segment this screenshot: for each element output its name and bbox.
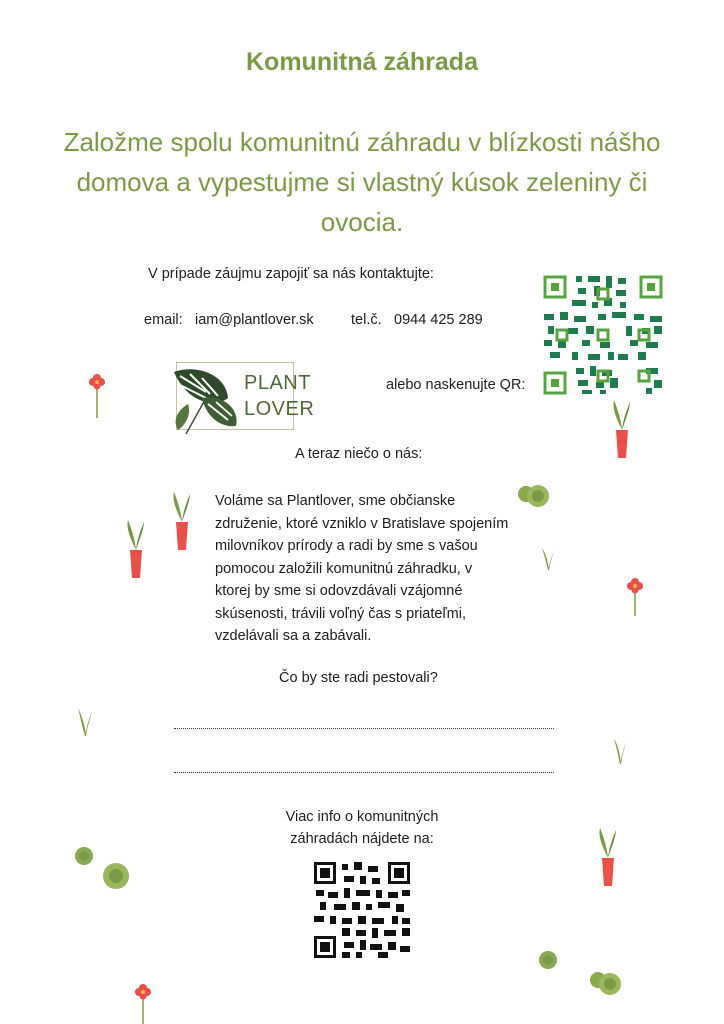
headline-line: Založme spolu komunitnú záhradu v blízkosti nášho bbox=[63, 127, 661, 157]
cabbage-icon bbox=[74, 846, 94, 866]
about-line: Voláme sa Plantlover, sme občianske bbox=[215, 493, 456, 509]
about-line: skúsenosti, trávili voľný čas s priateľmi, bbox=[215, 605, 467, 622]
more-info-line: Viac info o komunitných bbox=[285, 809, 439, 825]
more-info-text bbox=[262, 806, 462, 850]
carrot-icon bbox=[170, 492, 194, 554]
about-line: združenie, ktoré vzniklo v Bratislave spojením bbox=[215, 515, 509, 532]
phone-label: tel.č. bbox=[351, 312, 382, 328]
headline-line: domova a vypestujme si vlastný kúsok zeleniny či bbox=[76, 167, 648, 197]
red-flower-icon bbox=[624, 578, 646, 618]
headline-line: ovocia. bbox=[320, 207, 404, 237]
email-label: email: bbox=[144, 312, 183, 328]
logo-line-plant: PLANT bbox=[244, 372, 311, 394]
carrot-icon bbox=[124, 520, 148, 582]
about-paragraph bbox=[215, 490, 545, 648]
email-link[interactable]: iam@plantlover.sk bbox=[195, 312, 314, 328]
question-text: Čo by ste radi pestovali? bbox=[279, 670, 438, 686]
answer-line-2[interactable] bbox=[174, 772, 554, 773]
contact-intro: V prípade záujmu zapojiť sa nás kontaktujte: bbox=[148, 266, 434, 282]
grass-sprout-icon bbox=[76, 708, 94, 736]
logo-text bbox=[244, 370, 314, 422]
carrot-icon bbox=[596, 828, 620, 890]
more-info-line: záhradách nájdete na: bbox=[290, 831, 434, 847]
answer-line-1[interactable] bbox=[174, 728, 554, 729]
about-line: vzdelávali sa a zabávali. bbox=[215, 628, 372, 644]
logo-line-lover: LOVER bbox=[244, 398, 315, 420]
about-line: ktorej by sme si odovzdávali vzájomné bbox=[215, 583, 463, 599]
cabbage-icon bbox=[588, 968, 624, 998]
about-line: milovníkov prírody a radi by sme s vašou bbox=[215, 538, 478, 554]
headline bbox=[40, 122, 684, 242]
carrot-icon bbox=[610, 400, 634, 462]
about-line: pomocou založili komunitnú záhradku, v bbox=[215, 560, 473, 577]
page-title: Komunitná záhrada bbox=[246, 48, 478, 76]
cabbage-icon bbox=[538, 950, 558, 970]
phone-number[interactable]: 0944 425 289 bbox=[394, 312, 483, 328]
qr-prompt: alebo naskenujte QR: bbox=[386, 377, 526, 393]
grass-sprout-icon bbox=[612, 738, 628, 764]
contact-qr-code[interactable] bbox=[542, 274, 664, 396]
about-heading: A teraz niečo o nás: bbox=[295, 446, 423, 462]
red-flower-icon bbox=[132, 984, 154, 1024]
red-flower-icon bbox=[86, 374, 108, 420]
cabbage-icon bbox=[516, 480, 552, 510]
more-info-qr-code[interactable] bbox=[314, 862, 410, 958]
cabbage-icon bbox=[102, 862, 130, 890]
grass-sprout-icon bbox=[540, 548, 556, 570]
monstera-leaf-icon bbox=[166, 364, 246, 436]
